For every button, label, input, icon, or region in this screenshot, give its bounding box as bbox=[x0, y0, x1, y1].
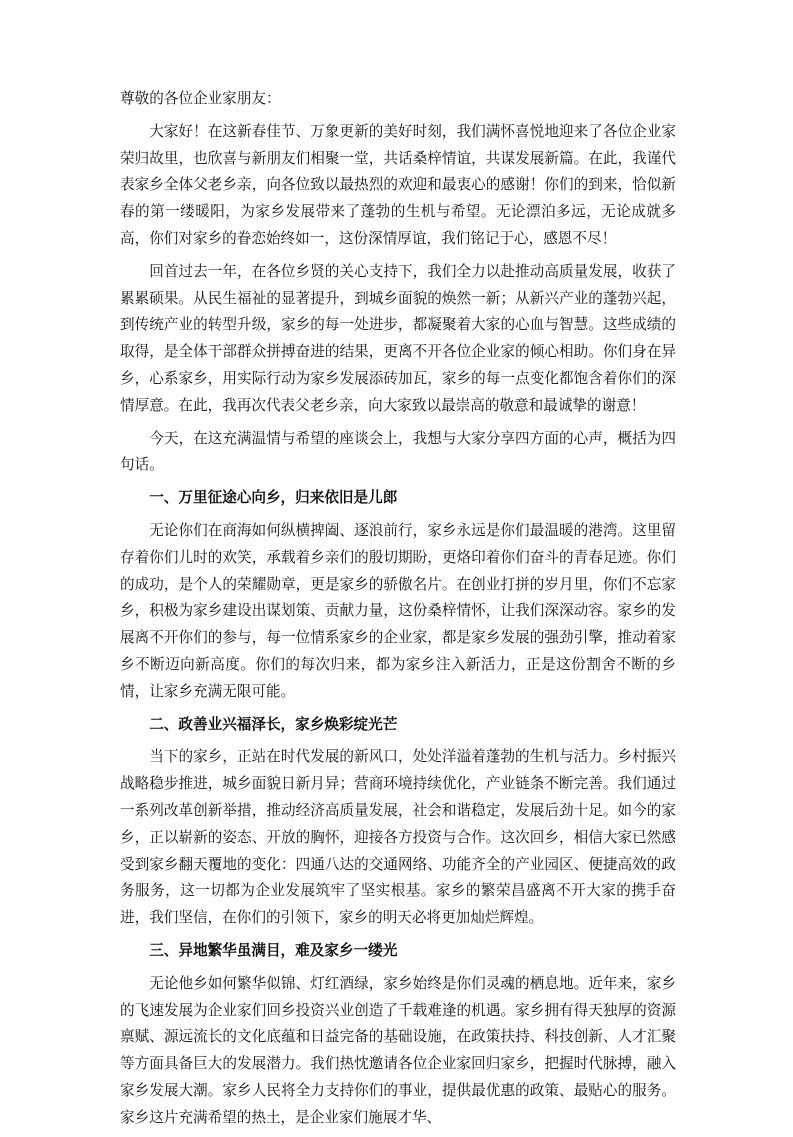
paragraph-intro: 今天，在这充满温情与希望的座谈会上，我想与大家分享四方面的心声，概括为四句话。 bbox=[120, 429, 676, 474]
section-body-1: 无论你们在商海如何纵横捭阖、逐浪前行，家乡永远是你们最温暖的港湾。这里留存着你们儿时的欢笑，承载着乡亲们的殷切期盼，更烙印着你们奋斗的青春足迹。你们的成功，是个人的荣耀勋章，更是家乡的骄傲名片。在创业打拼的岁月里，你们不忘家乡，积极为家乡建设出谋划策、贡献力量，这份桑梓情怀，让我们深深动容。家乡的发展离不开你们的参与，每一位情系家乡的企业家，都是家乡发展的强劲引擎，推动着家乡不断迈向新高度。你们的每次归来，都为家乡注入新活力，正是这份割舍不断的乡情，让家乡充满无限可能。 bbox=[120, 521, 676, 700]
paragraph-greeting: 大家好！在这新春佳节、万象更新的美好时刻，我们满怀喜悦地迎来了各位企业家荣归故里，也欣喜与新朋友们相聚一堂，共话桑梓情谊，共谋发展新篇。在此，我谨代表家乡全体父老乡亲，向各位致以最热烈的欢迎和最衷心的感谢！你们的到来，恰似新春的第一缕暖阳，为家乡发展带来了蓬勃的生机与希望。无论漂泊多远，无论成就多高，你们对家乡的眷恋始终如一，这份深情厚谊，我们铭记于心，感恩不尽！ bbox=[120, 122, 676, 247]
speech-document bbox=[120, 86, 676, 1137]
salutation: 尊敬的各位企业家朋友： bbox=[120, 90, 281, 107]
section-heading-2: 二、政善业兴福泽长，家乡焕彩绽光芒 bbox=[149, 715, 398, 733]
paragraph-review: 回首过去一年，在各位乡贤的关心支持下，我们全力以赴推动高质量发展，收获了累累硕果。从民生福祉的显著提升，到城乡面貌的焕然一新；从新兴产业的蓬勃兴起，到传统产业的转型升级，家乡的每一处进步，都凝聚着大家的心血与智慧。这些成绩的取得，是全体干部群众拼搏奋进的结果，更离不开各位企业家的倾心相助。你们身在异乡，心系家乡，用实际行动为家乡发展添砖加瓦，家乡的每一点变化都饱含着你们的深情厚意。在此，我再次代表父老乡亲，向大家致以最崇高的敬意和最诚挚的谢意！ bbox=[120, 262, 676, 414]
section-heading-1: 一、万里征途心向乡，归来依旧是儿郎 bbox=[149, 489, 398, 507]
section-heading-3: 三、异地繁华虽满目，难及家乡一缕光 bbox=[149, 941, 398, 959]
section-body-2: 当下的家乡，正站在时代发展的新风口，处处洋溢着蓬勃的生机与活力。乡村振兴战略稳步推进，城乡面貌日新月异；营商环境持续优化，产业链条不断完善。我们通过一系列改革创新举措，推动经济高质量发展，社会和谐稳定，发展后劲十足。如今的家乡，正以崭新的姿态、开放的胸怀，迎接各方投资与合作。这次回乡，相信大家已然感受到家乡翻天覆地的变化：四通八达的交通网络、功能齐全的产业园区、便捷高效的政务服务，这一切都为企业发展筑牢了坚实根基。家乡的繁荣昌盛离不开大家的携手奋进，我们坚信，在你们的引领下，家乡的明天必将更加灿烂辉煌。 bbox=[120, 748, 676, 927]
section-body-3: 无论他乡如何繁华似锦、灯红酒绿，家乡始终是你们灵魂的栖息地。近年来，家乡的飞速发展为企业家们回乡投资兴业创造了千载难逢的机遇。家乡拥有得天独厚的资源禀赋、源远流长的文化底蕴和日益完备的基础设施，在政策扶持、科技创新、人才汇聚等方面具备巨大的发展潜力。我们热忱邀请各位企业家回归家乡，把握时代脉搏，融入家乡发展大潮。家乡人民将全力支持你们的事业，提供最优惠的政策、最贴心的服务。家乡这片充满希望的热土，是企业家们施展才华、 bbox=[120, 974, 676, 1126]
